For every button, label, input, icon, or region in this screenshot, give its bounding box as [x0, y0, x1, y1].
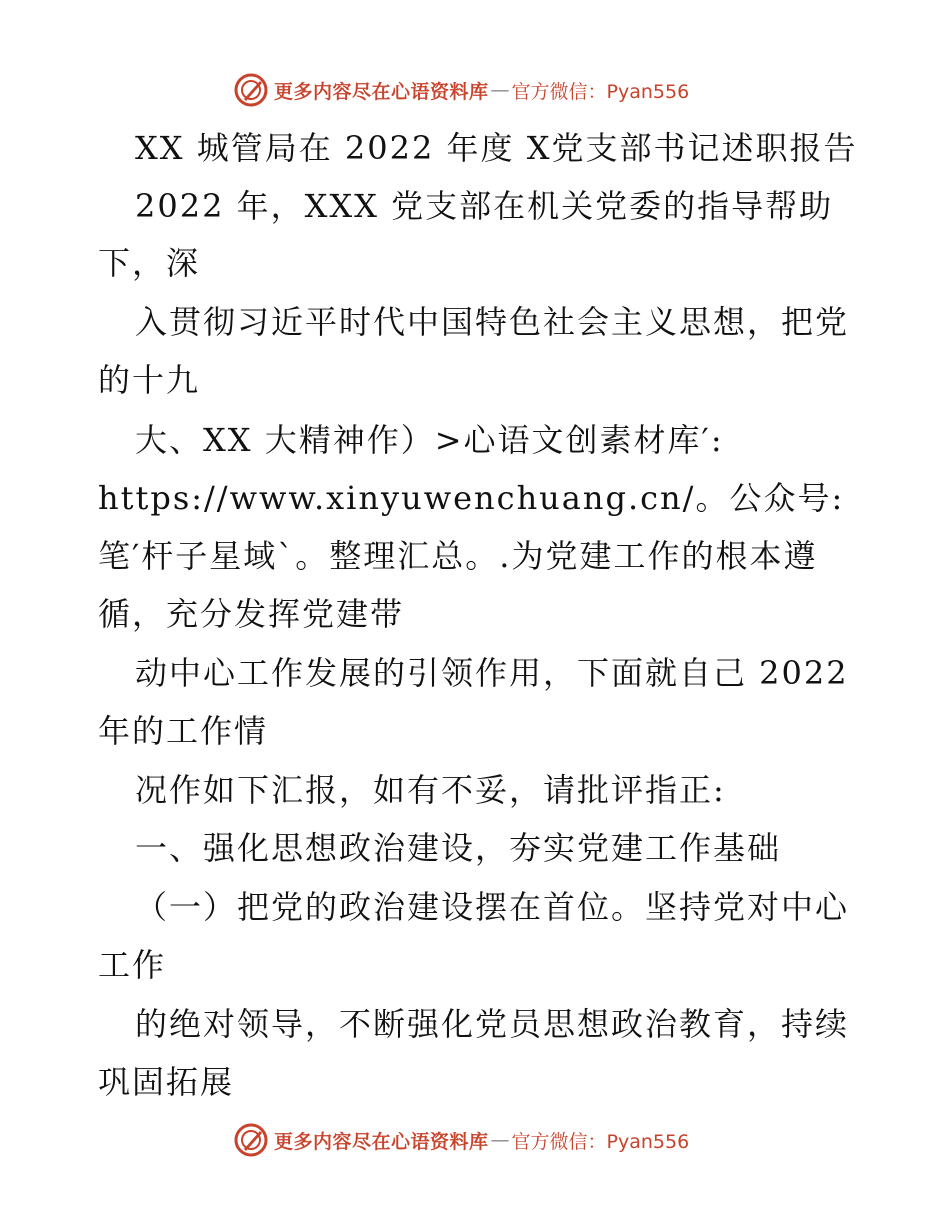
- banner-title: 更多内容尽在心语资料库: [274, 1130, 489, 1153]
- doc-line: 的十九: [98, 361, 201, 399]
- doc-title: XX 城管局在 2022 年度 X党支部书记述职报告: [135, 129, 858, 167]
- doc-line: https://www.xinyuwenchuang.cn/。公众号:: [98, 479, 845, 517]
- doc-line: 循，充分发挥党建带: [98, 595, 405, 633]
- banner-dash: —: [490, 79, 510, 101]
- banner-wechat: 官方微信：Pyan556: [511, 80, 690, 103]
- doc-line: 动中心工作发展的引领作用，下面就自己 2022: [135, 654, 849, 692]
- doc-line: 下，深: [98, 244, 201, 282]
- doc-line: 大、XX 大精神作）>心语文创素材库′:: [135, 421, 724, 459]
- brand-logo-icon: [234, 1123, 268, 1157]
- doc-line: 工作: [98, 946, 167, 984]
- brand-logo-icon: [234, 73, 268, 107]
- header-banner: [0, 70, 950, 110]
- doc-line: 巩固拓展: [98, 1063, 235, 1101]
- doc-line: 的绝对领导，不断强化党员思想政治教育，持续: [135, 1005, 850, 1043]
- doc-line: 笔′杆子星域`。整理汇总。.为党建工作的根本遵: [98, 537, 818, 575]
- doc-line: 入贯彻习近平时代中国特色社会主义思想，把党: [135, 303, 850, 341]
- banner-title: 更多内容尽在心语资料库: [274, 80, 489, 103]
- banner-wechat: 官方微信：Pyan556: [511, 1130, 690, 1153]
- footer-banner: [0, 1120, 950, 1160]
- doc-line: （一）把党的政治建设摆在首位。坚持党对中心: [135, 888, 850, 926]
- doc-line: 年的工作情: [98, 712, 269, 750]
- banner-dash: —: [490, 1129, 510, 1151]
- doc-line: 况作如下汇报，如有不妥，请批评指正:: [135, 771, 726, 809]
- section-heading: 一、强化思想政治建设，夯实党建工作基础: [135, 829, 782, 867]
- doc-line: 2022 年，XXX 党支部在机关党委的指导帮助: [135, 187, 834, 225]
